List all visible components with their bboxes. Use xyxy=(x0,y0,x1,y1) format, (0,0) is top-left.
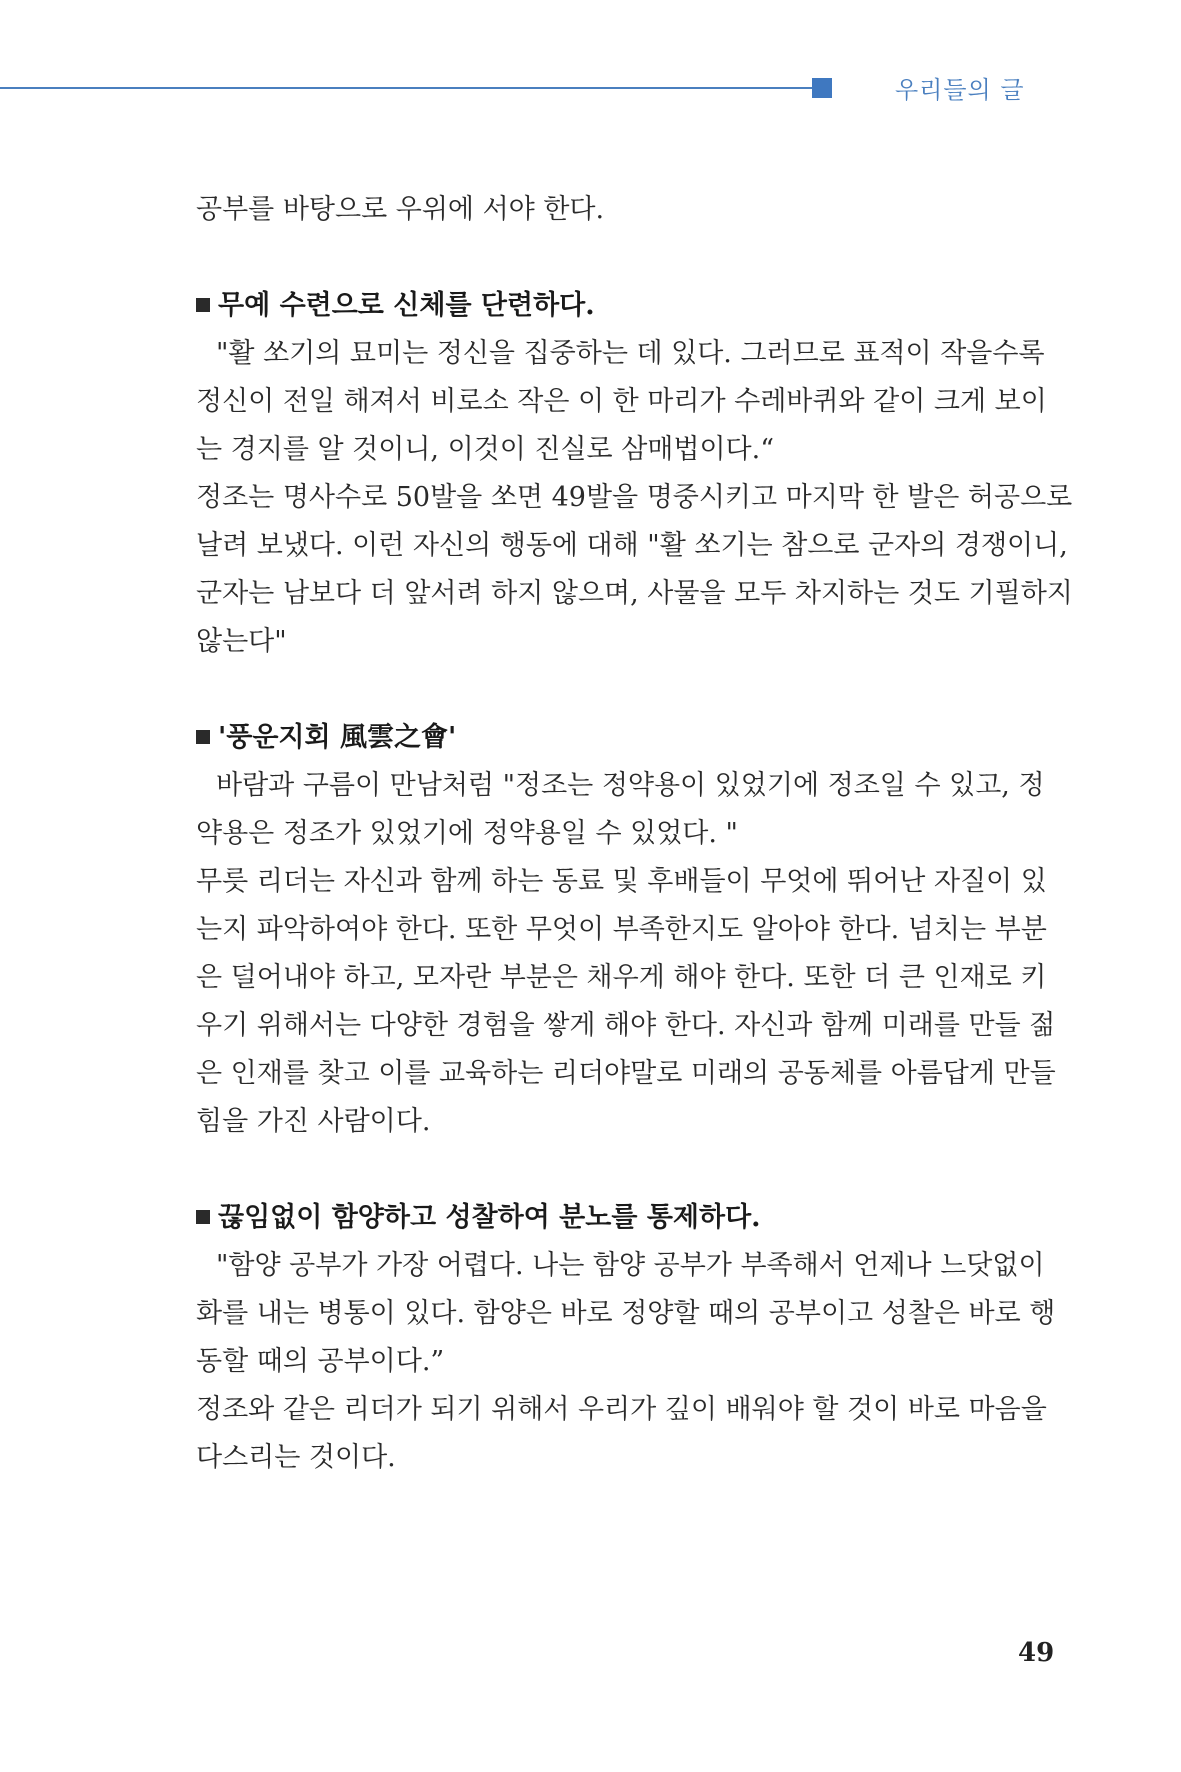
paragraph-line: 는지 파악하여야 한다. 또한 무엇이 부족한지도 알아야 한다. 넘치는 부분 xyxy=(196,914,1047,945)
intro-line: 공부를 바탕으로 우위에 서야 한다. xyxy=(196,194,605,225)
section-heading-text: '풍운지회 風雲之會' xyxy=(218,722,457,753)
running-header-title: 우리들의 글 xyxy=(895,76,1025,104)
paragraph-line: 은 인재를 찾고 이를 교육하는 리더야말로 미래의 공동체를 아름답게 만들 xyxy=(196,1058,1056,1089)
section-heading-text: 끊임없이 함양하고 성찰하여 분노를 통제하다. xyxy=(218,1202,761,1233)
square-bullet-icon xyxy=(196,298,210,312)
paragraph-line: 군자는 남보다 더 앞서려 하지 않으며, 사물을 모두 차지하는 것도 기필하지 xyxy=(196,578,1073,609)
header-square-mark xyxy=(812,78,832,98)
page-body xyxy=(196,186,1073,1482)
paragraph-line: "함양 공부가 가장 어렵다. 나는 함양 공부가 부족해서 언제나 느닷없이 xyxy=(216,1250,1045,1281)
square-bullet-icon xyxy=(196,730,210,744)
header-rule xyxy=(0,87,812,89)
paragraph-line: 화를 내는 병통이 있다. 함양은 바로 정양할 때의 공부이고 성찰은 바로 행 xyxy=(196,1298,1056,1329)
section-heading-pungunjihoe xyxy=(196,714,1046,762)
paragraph-line: 동할 때의 공부이다.” xyxy=(196,1346,445,1377)
paragraph-line: "활 쏘기의 묘미는 정신을 집중하는 데 있다. 그러므로 표적이 작을수록 xyxy=(216,338,1045,369)
paragraph-line: 정조는 명사수로 50발을 쏘면 49발을 명중시키고 마지막 한 발은 허공으로 xyxy=(196,482,1073,513)
page-number: 49 xyxy=(1018,1638,1055,1668)
paragraph-line: 정조와 같은 리더가 되기 위해서 우리가 깊이 배워야 할 것이 바로 마음을 xyxy=(196,1394,1047,1425)
spacer xyxy=(196,1146,1046,1194)
paragraph-line: 정신이 전일 해져서 비로소 작은 이 한 마리가 수레바퀴와 같이 크게 보이 xyxy=(196,386,1047,417)
paragraph-line: 다스리는 것이다. xyxy=(196,1442,396,1473)
paragraph-line: 힘을 가진 사람이다. xyxy=(196,1106,431,1137)
paragraph-line: 날려 보냈다. 이런 자신의 행동에 대해 "활 쏘기는 참으로 군자의 경쟁이니, xyxy=(196,530,1068,561)
paragraph-line: 무릇 리더는 자신과 함께 하는 동료 및 후배들이 무엇에 뛰어난 자질이 있 xyxy=(196,866,1047,897)
square-bullet-icon xyxy=(196,1210,210,1224)
paragraph-line: 약용은 정조가 있었기에 정약용일 수 있었다. " xyxy=(196,818,738,849)
section-heading-self-reflection xyxy=(196,1194,1046,1242)
paragraph-line: 바람과 구름이 만남처럼 "정조는 정약용이 있었기에 정조일 수 있고, 정 xyxy=(216,770,1045,801)
paragraph-line: 우기 위해서는 다양한 경험을 쌓게 해야 한다. 자신과 함께 미래를 만들 젊 xyxy=(196,1010,1056,1041)
paragraph-line: 는 경지를 알 것이니, 이것이 진실로 삼매법이다.“ xyxy=(196,434,775,465)
section-heading-martial-arts xyxy=(196,282,1046,330)
paragraph-line: 은 덜어내야 하고, 모자란 부분은 채우게 해야 한다. 또한 더 큰 인재로 키 xyxy=(196,962,1047,993)
paragraph-line: 않는다" xyxy=(196,626,287,657)
section-heading-text: 무예 수련으로 신체를 단련하다. xyxy=(218,290,595,321)
spacer xyxy=(196,234,1046,282)
spacer xyxy=(196,666,1046,714)
